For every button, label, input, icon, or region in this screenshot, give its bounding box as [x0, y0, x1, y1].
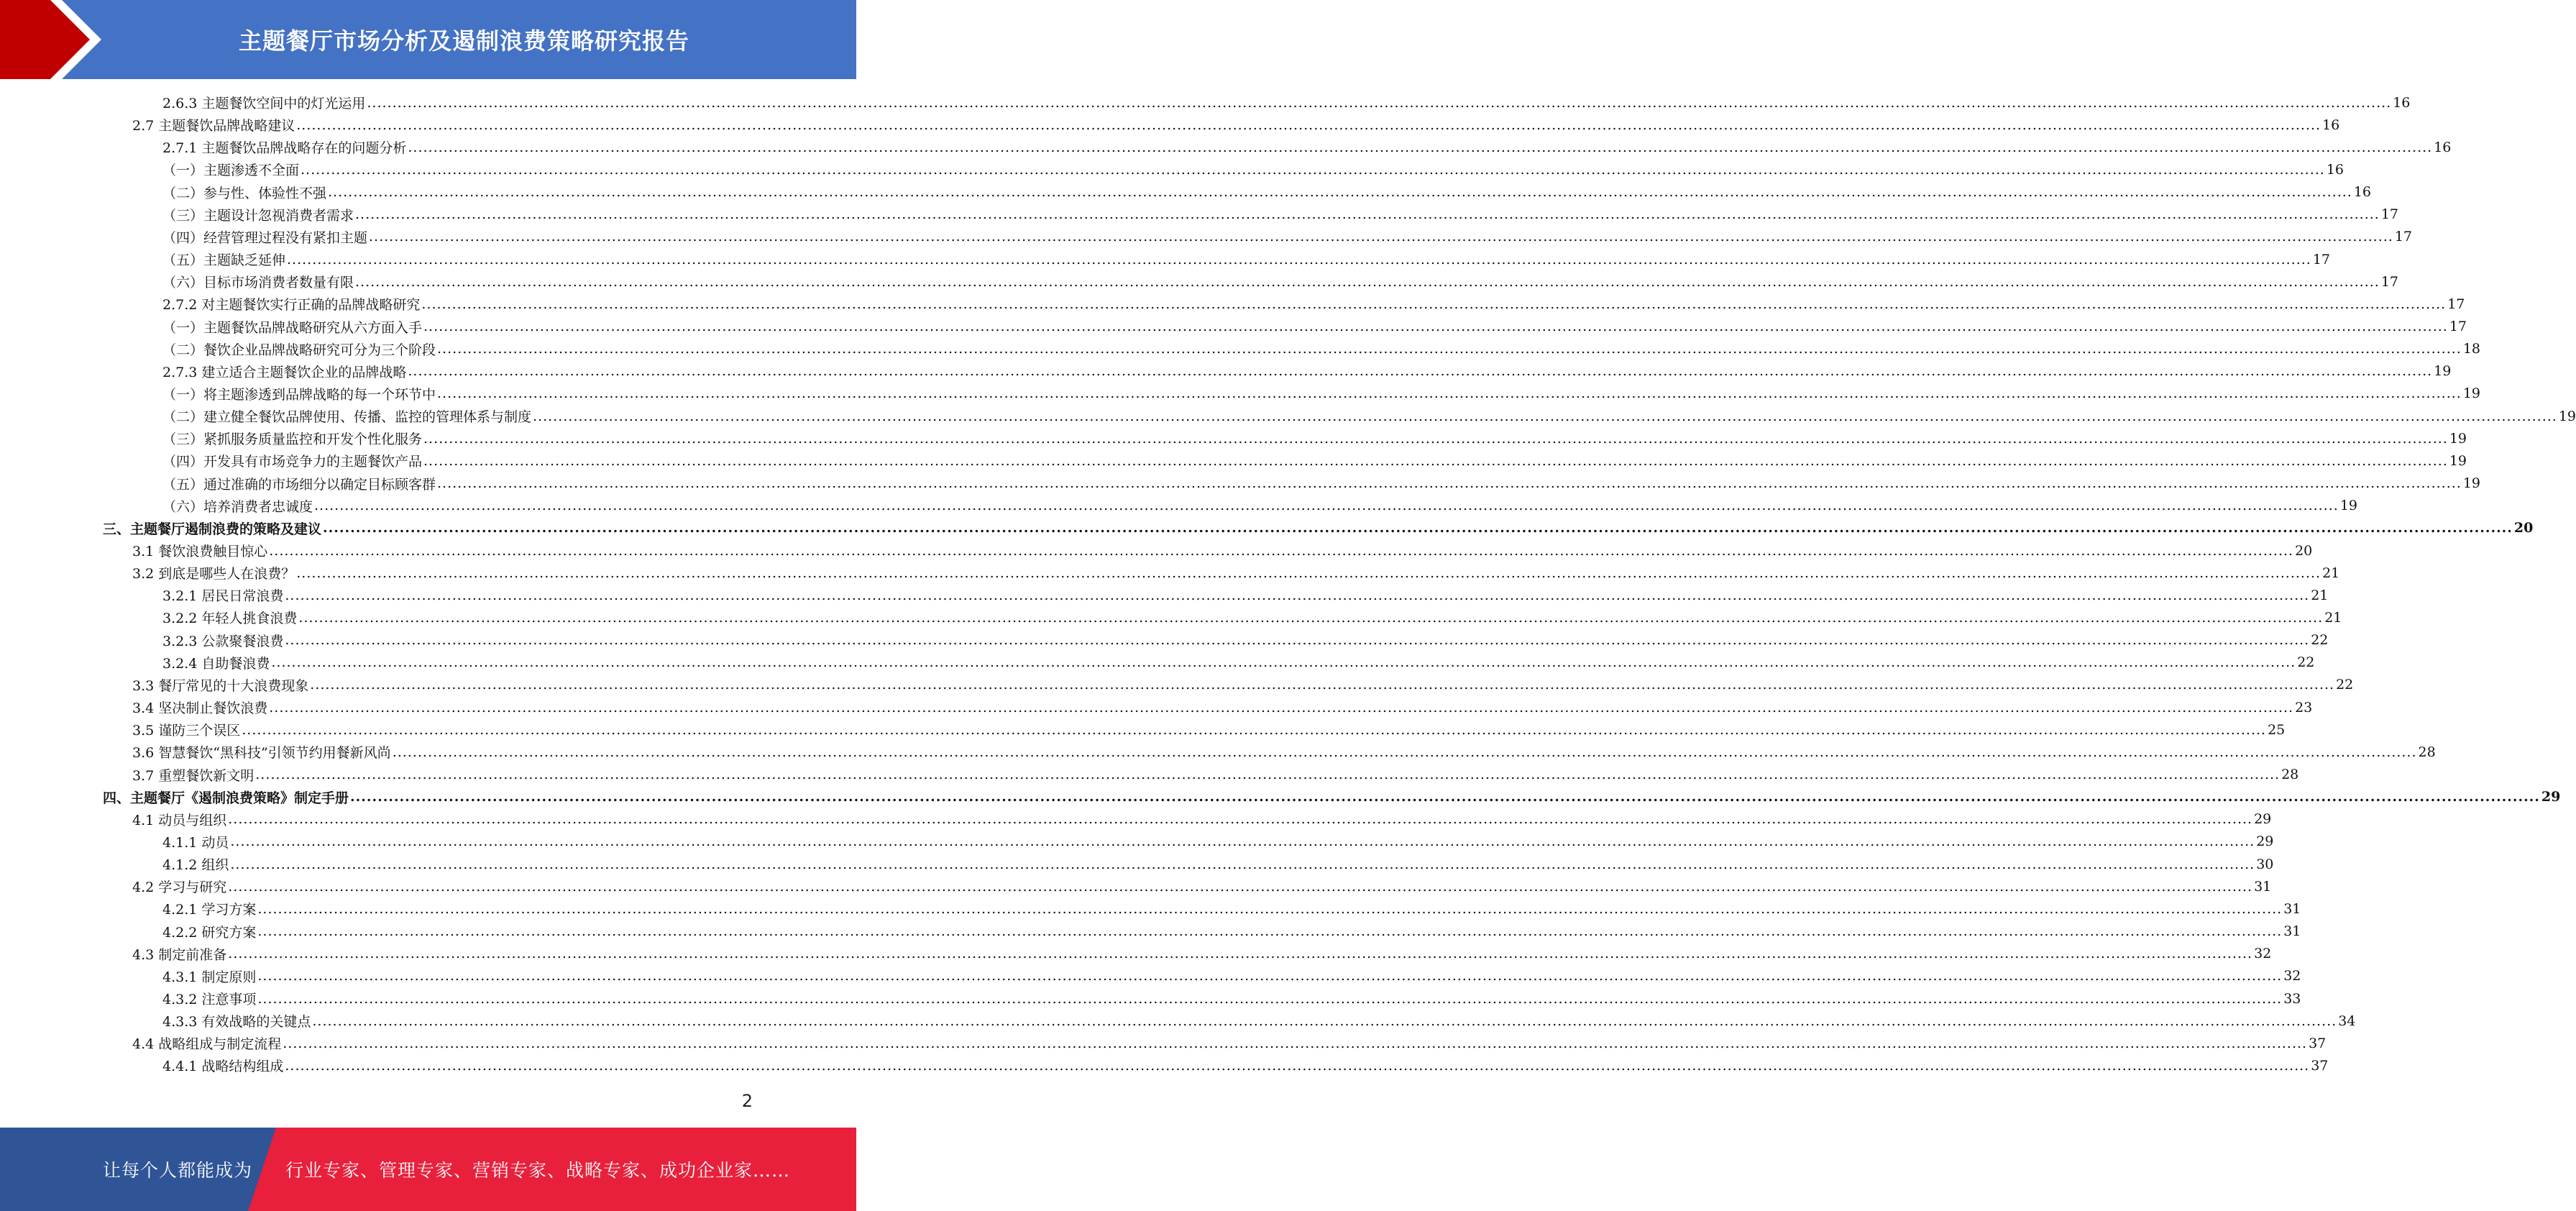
toc-entry-title: 4.1.1 动员: [162, 834, 229, 851]
toc-entry-page: 28: [2281, 767, 2299, 782]
toc-entry[interactable]: [132, 718, 2286, 741]
toc-entry-title: （三）紧抓服务质量监控和开发个性化服务: [162, 431, 423, 448]
toc-entry-page: 17: [2447, 296, 2465, 312]
toc-entry-title: 2.7.2 对主题餐饮实行正确的品牌战略研究: [162, 297, 421, 314]
document-title: 主题餐厅市场分析及遏制浪费策略研究报告: [238, 27, 689, 55]
toc-entry[interactable]: [162, 472, 2481, 495]
toc-entry[interactable]: [162, 897, 2301, 920]
toc-dot-leader: ................................................................................................................................................................................................................................................................................................................................................................................................................: [533, 408, 2557, 424]
toc-dot-leader: ................................................................................................................................................................................................................................................................................................................................................................................................................: [242, 721, 2267, 738]
toc-entry-title: （五）主题缺乏延伸: [162, 252, 286, 269]
toc-entry[interactable]: [132, 808, 2272, 831]
toc-entry-page: 19: [2434, 363, 2452, 380]
toc-entry-page: 17: [2449, 319, 2467, 334]
toc-dot-leader: ................................................................................................................................................................................................................................................................................................................................................................................................................: [437, 385, 2462, 402]
toc-entry-page: 29: [2256, 833, 2274, 850]
toc-entry[interactable]: [162, 584, 2329, 606]
toc-entry-title: 4.3.2 注意事项: [162, 992, 257, 1007]
toc-dot-leader: ................................................................................................................................................................................................................................................................................................................................................................................................................: [285, 632, 2310, 649]
toc-entry[interactable]: [132, 562, 2340, 584]
toc-dot-leader: ................................................................................................................................................................................................................................................................................................................................................................................................................: [423, 452, 2448, 469]
toc-entry-title: 3.2.2 年轻人挑食浪费: [162, 611, 298, 627]
toc-entry-page: 29: [2541, 789, 2561, 805]
toc-dot-leader: ................................................................................................................................................................................................................................................................................................................................................................................................................: [408, 139, 2433, 155]
toc-entry[interactable]: [162, 338, 2481, 360]
toc-entry-title: 3.7 重塑餐饮新文明: [132, 767, 255, 784]
toc-entry-title: 4.2.1 学习方案: [162, 902, 257, 918]
toc-entry-page: 19: [2462, 385, 2481, 402]
toc-entry[interactable]: [162, 920, 2301, 943]
toc-entry[interactable]: [162, 91, 2411, 114]
toc-entry-page: 37: [2309, 1035, 2327, 1051]
toc-dot-leader: ................................................................................................................................................................................................................................................................................................................................................................................................................: [269, 699, 2294, 716]
toc-entry-page: 20: [2513, 520, 2534, 536]
toc-entry[interactable]: [162, 248, 2331, 270]
toc-dot-leader: ................................................................................................................................................................................................................................................................................................................................................................................................................: [228, 946, 2253, 962]
toc-entry-page: 20: [2295, 542, 2313, 559]
toc-entry-title: 2.6.3 主题餐饮空间中的灯光运用: [162, 96, 366, 111]
toc-entry-title: 4.2 学习与研究: [132, 879, 227, 896]
toc-entry-page: 21: [2311, 587, 2329, 603]
toc-dot-leader: ................................................................................................................................................................................................................................................................................................................................................................................................................: [287, 251, 2311, 268]
toc-entry-title: 3.5 谨防三个误区: [132, 723, 241, 739]
toc-dot-leader: ................................................................................................................................................................................................................................................................................................................................................................................................................: [355, 206, 2380, 223]
toc-dot-leader: ................................................................................................................................................................................................................................................................................................................................................................................................................: [408, 363, 2433, 380]
toc-dot-leader: ................................................................................................................................................................................................................................................................................................................................................................................................................: [257, 968, 2283, 984]
toc-entry-title: 3.1 餐饮浪费触目惊心: [132, 544, 268, 559]
toc-dot-leader: ................................................................................................................................................................................................................................................................................................................................................................................................................: [296, 565, 2321, 581]
toc-entry-title: 2.7 主题餐饮品牌战略建议: [132, 118, 295, 134]
toc-entry-title: 4.1 动员与组织: [132, 812, 227, 828]
toc-entry[interactable]: [132, 696, 2313, 718]
toc-entry[interactable]: [162, 136, 2452, 158]
toc-entry[interactable]: [162, 204, 2399, 226]
toc-entry-title: 3.3 餐厅常见的十大浪费现象: [132, 677, 309, 694]
toc-entry[interactable]: [162, 831, 2274, 853]
toc-dot-leader: ................................................................................................................................................................................................................................................................................................................................................................................................................: [312, 1013, 2337, 1029]
footer-slogan-left: 让每个人都能成为: [103, 1160, 253, 1181]
toc-dot-leader: ................................................................................................................................................................................................................................................................................................................................................................................................................: [369, 229, 2393, 245]
toc-dot-leader: ................................................................................................................................................................................................................................................................................................................................................................................................................: [230, 833, 2255, 850]
toc-entry-title: （四）开发具有市场竞争力的主题餐饮产品: [162, 454, 423, 470]
toc-entry-title: （六）培养消费者忠诚度: [162, 498, 313, 515]
toc-entry-title: 3.2.1 居民日常浪费: [162, 588, 284, 605]
toc-dot-leader: ................................................................................................................................................................................................................................................................................................................................................................................................................: [255, 767, 2281, 782]
toc-dot-leader: ................................................................................................................................................................................................................................................................................................................................................................................................................: [328, 184, 2352, 201]
toc-entry-title: 4.2.2 研究方案: [162, 924, 257, 941]
toc-dot-leader: ................................................................................................................................................................................................................................................................................................................................................................................................................: [301, 161, 2325, 178]
toc-dot-leader: ................................................................................................................................................................................................................................................................................................................................................................................................................: [257, 923, 2283, 940]
toc-entry-page: 17: [2394, 229, 2413, 245]
toc-dot-leader: ................................................................................................................................................................................................................................................................................................................................................................................................................: [257, 900, 2283, 917]
toc-entry[interactable]: [132, 1032, 2327, 1054]
toc-entry-title: （二）建立健全餐饮品牌使用、传播、监控的管理体系与制度: [162, 409, 532, 426]
page-header: [0, 0, 856, 79]
page-number: 2: [741, 1091, 753, 1111]
toc-entry[interactable]: [162, 987, 2301, 1010]
toc-entry-title: 3.2 到底是哪些人在浪费？: [132, 566, 295, 582]
toc-entry[interactable]: [162, 360, 2452, 383]
toc-entry-title: 三、主题餐厅遏制浪费的策略及建议: [103, 521, 322, 537]
toc-entry-page: 25: [2268, 721, 2286, 738]
toc-entry-title: 3.6 智慧餐饮“黑科技”引领节约用餐新风尚: [132, 745, 391, 762]
toc-entry-page: 32: [2254, 946, 2272, 962]
toc-entry[interactable]: [132, 875, 2272, 897]
toc-entry-page: 34: [2338, 1013, 2356, 1029]
toc-entry-page: 33: [2283, 990, 2301, 1007]
toc-entry[interactable]: [162, 606, 2342, 629]
toc-entry-page: 19: [2449, 430, 2467, 447]
toc-entry-title: （六）目标市场消费者数量有限: [162, 275, 354, 291]
toc-entry[interactable]: [162, 652, 2315, 674]
toc-dot-leader: ................................................................................................................................................................................................................................................................................................................................................................................................................: [296, 116, 2321, 133]
toc-entry[interactable]: [162, 629, 2329, 652]
header-arrow-decoration: [0, 0, 115, 79]
toc-dot-leader: ................................................................................................................................................................................................................................................................................................................................................................................................................: [271, 654, 2296, 671]
toc-entry[interactable]: [132, 114, 2340, 136]
toc-entry[interactable]: [132, 539, 2313, 562]
toc-entry-page: 30: [2256, 856, 2274, 872]
toc-dot-leader: ................................................................................................................................................................................................................................................................................................................................................................................................................: [257, 990, 2283, 1007]
toc-dot-leader: ................................................................................................................................................................................................................................................................................................................................................................................................................: [230, 856, 2255, 872]
toc-dot-leader: ................................................................................................................................................................................................................................................................................................................................................................................................................: [421, 296, 2447, 312]
toc-entry-page: 37: [2311, 1057, 2329, 1074]
toc-entry-title: 4.4 战略组成与制定流程: [132, 1036, 282, 1053]
toc-entry-page: 16: [2326, 161, 2344, 178]
toc-entry-title: （二）餐饮企业品牌战略研究可分为三个阶段: [162, 342, 436, 358]
toc-dot-leader: ................................................................................................................................................................................................................................................................................................................................................................................................................: [437, 475, 2462, 492]
toc-dot-leader: ................................................................................................................................................................................................................................................................................................................................................................................................................: [423, 319, 2448, 334]
toc-entry[interactable]: [162, 181, 2372, 204]
toc-entry-title: （二）参与性、体验性不强: [162, 185, 327, 201]
toc-entry-page: 17: [2380, 206, 2399, 223]
toc-entry-page: 19: [2339, 498, 2358, 514]
toc-entry[interactable]: [132, 674, 2354, 696]
toc-entry-title: 四、主题餐厅《遏制浪费策略》制定手册: [103, 790, 349, 806]
footer-slogan-right: 行业专家、管理专家、营销专家、战略专家、成功企业家……: [285, 1160, 791, 1181]
toc-entry-page: 31: [2283, 923, 2301, 940]
toc-entry[interactable]: [132, 943, 2272, 965]
toc-dot-leader: ................................................................................................................................................................................................................................................................................................................................................................................................................: [285, 587, 2310, 603]
toc-entry[interactable]: [162, 270, 2399, 293]
toc-entry-page: 22: [2336, 677, 2354, 693]
toc-entry-page: 16: [2322, 116, 2340, 133]
toc-dot-leader: ................................................................................................................................................................................................................................................................................................................................................................................................................: [314, 498, 2339, 514]
toc-dot-leader: ................................................................................................................................................................................................................................................................................................................................................................................................................: [298, 609, 2324, 626]
toc-entry[interactable]: [162, 495, 2358, 517]
toc-entry[interactable]: [162, 1054, 2329, 1077]
toc-entry-page: 28: [2418, 744, 2436, 760]
toc-entry[interactable]: [162, 293, 2465, 315]
toc-dot-leader: ................................................................................................................................................................................................................................................................................................................................................................................................................: [355, 273, 2380, 290]
toc-entry-page: 17: [2312, 251, 2331, 268]
toc-entry-page: 16: [2393, 94, 2411, 111]
toc-dot-leader: ................................................................................................................................................................................................................................................................................................................................................................................................................: [423, 430, 2448, 447]
toc-entry-title: 2.7.3 建立适合主题餐饮企业的品牌战略: [162, 364, 407, 380]
toc-entry[interactable]: [103, 517, 2534, 539]
toc-dot-leader: ................................................................................................................................................................................................................................................................................................................................................................................................................: [269, 542, 2294, 559]
toc-entry-page: 21: [2322, 565, 2340, 581]
toc-entry-title: 3.2.3 公款聚餐浪费: [162, 633, 284, 649]
toc-entry[interactable]: [162, 158, 2344, 180]
toc-entry-title: 4.4.1 战略结构组成: [162, 1059, 284, 1075]
toc-dot-leader: ................................................................................................................................................................................................................................................................................................................................................................................................................: [367, 94, 2392, 111]
toc-entry[interactable]: [162, 853, 2274, 875]
toc-dot-leader: ................................................................................................................................................................................................................................................................................................................................................................................................................: [283, 1035, 2308, 1051]
toc-entry-title: 3.2.4 自助餐浪费: [162, 655, 270, 672]
toc-entry-title: 4.1.2 组织: [162, 857, 229, 874]
toc-entry-page: 19: [2558, 408, 2576, 424]
toc-entry[interactable]: [162, 405, 2576, 427]
toc-entry[interactable]: [162, 965, 2301, 987]
toc-dot-leader: ................................................................................................................................................................................................................................................................................................................................................................................................................: [392, 744, 2417, 760]
toc-entry-title: （一）将主题渗透到品牌战略的每一个环节中: [162, 386, 436, 403]
toc-dot-leader: ................................................................................................................................................................................................................................................................................................................................................................................................................: [228, 811, 2253, 828]
toc-entry-page: 23: [2295, 699, 2313, 716]
toc-entry-page: 22: [2311, 632, 2329, 649]
toc-entry-page: 19: [2462, 475, 2481, 492]
toc-entry-page: 17: [2380, 273, 2399, 290]
toc-entry-page: 21: [2324, 609, 2342, 626]
toc-entry-page: 31: [2254, 878, 2272, 895]
toc-entry-title: 4.3.3 有效战略的关键点: [162, 1014, 311, 1031]
toc-entry-page: 18: [2462, 341, 2481, 357]
toc-entry-title: 4.3 制定前准备: [132, 946, 227, 963]
toc-entry-page: 22: [2297, 654, 2315, 671]
toc-entry-page: 32: [2283, 968, 2301, 984]
toc-dot-leader: ................................................................................................................................................................................................................................................................................................................................................................................................................: [310, 677, 2335, 693]
toc-entry[interactable]: [103, 786, 2561, 808]
toc-entry[interactable]: [162, 316, 2467, 338]
toc-entry-title: 4.3.1 制定原则: [162, 969, 257, 985]
toc-dot-leader: ................................................................................................................................................................................................................................................................................................................................................................................................................: [437, 341, 2462, 357]
toc-entry[interactable]: [132, 764, 2299, 786]
toc-entry[interactable]: [162, 226, 2413, 248]
toc-entry-title: （三）主题设计忽视消费者需求: [162, 207, 354, 224]
toc-entry-title: （四）经营管理过程没有紧扣主题: [162, 229, 368, 246]
toc-entry-page: 19: [2449, 452, 2467, 469]
toc-dot-leader: ................................................................................................................................................................................................................................................................................................................................................................................................................: [228, 878, 2253, 895]
toc-entry-title: （五）通过准确的市场细分以确定目标顾客群: [162, 476, 436, 493]
toc-entry[interactable]: [162, 427, 2467, 449]
toc-entry-page: 16: [2434, 139, 2452, 155]
toc-entry-title: （一）主题渗透不全面: [162, 163, 300, 179]
toc-dot-leader: ................................................................................................................................................................................................................................................................................................................................................................................................................: [285, 1057, 2310, 1074]
toc-dot-leader: ................................................................................................................................................................................................................................................................................................................................................................................................................: [350, 789, 2540, 805]
toc-dot-leader: ................................................................................................................................................................................................................................................................................................................................................................................................................: [323, 520, 2513, 536]
toc-entry-page: 29: [2254, 811, 2272, 828]
toc-entry[interactable]: [162, 383, 2481, 405]
toc-entry-page: 31: [2283, 900, 2301, 917]
toc-entry-page: 16: [2353, 184, 2372, 201]
toc-entry-title: 3.4 坚决制止餐饮浪费: [132, 700, 268, 717]
toc-entry-title: 2.7.1 主题餐饮品牌战略存在的问题分析: [162, 140, 407, 157]
toc-entry[interactable]: [162, 1010, 2356, 1032]
toc-entry-title: （一）主题餐饮品牌战略研究从六方面入手: [162, 319, 423, 336]
page-footer: [0, 1128, 856, 1211]
toc-entry[interactable]: [132, 741, 2436, 763]
toc-entry[interactable]: [162, 449, 2467, 472]
